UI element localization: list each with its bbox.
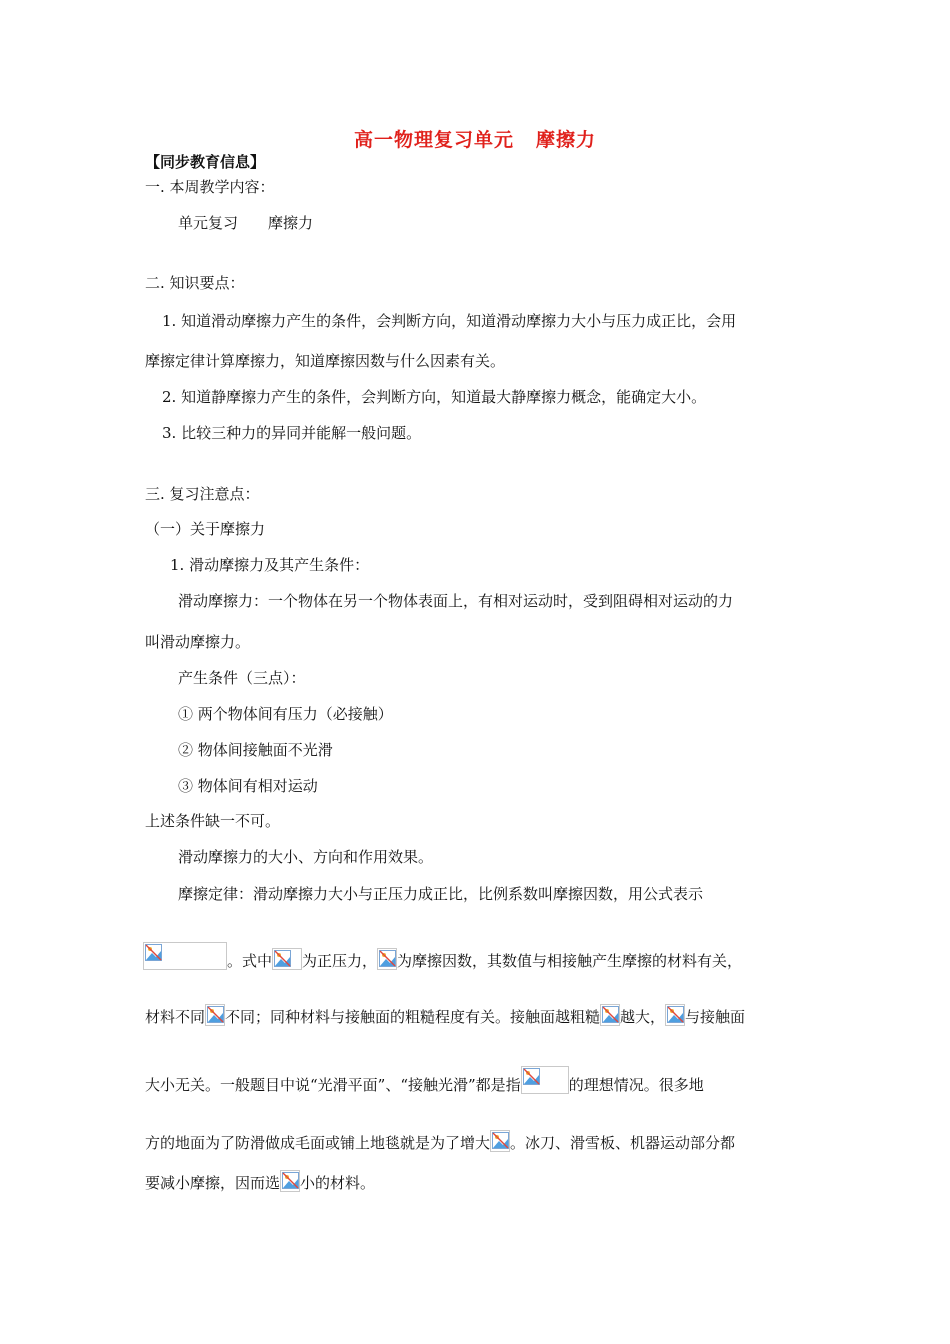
- knowledge-point-1b: 摩擦定律计算摩擦力，知道摩擦因数与什么因素有关。: [145, 352, 506, 370]
- conditions-note: 上述条件缺一不可。: [145, 812, 281, 830]
- knowledge-point-2: 2. 知道静摩擦力产生的条件，会判断方向，知道最大静摩擦力概念，能确定大小。: [162, 388, 707, 406]
- broken-image-icon: [274, 950, 291, 967]
- formula-line-1: 。式中 为正压力， 为摩擦因数，其数值与相接触产生摩擦的材料有关，: [143, 942, 742, 972]
- coefficient-symbol: [205, 1004, 225, 1026]
- friction-law-line: 摩擦定律：滑动摩擦力大小与正压力成正比，比例系数叫摩擦因数，用公式表示: [178, 885, 704, 903]
- broken-image-icon: [602, 1006, 619, 1023]
- formula-line-2: 材料不同 不同；同种材料与接触面的粗糙程度有关。接触面越粗糙 越大， 与接触面: [145, 1004, 745, 1028]
- section-1-content: 单元复习 摩擦力: [178, 214, 314, 232]
- item-1-heading: 1. 滑动摩擦力及其产生条件：: [170, 556, 370, 574]
- condition-3: ③ 物体间有相对运动: [178, 777, 318, 795]
- broken-image-icon: [523, 1068, 540, 1085]
- condition-1: ① 两个物体间有压力（必接触）: [178, 705, 393, 723]
- ideal-condition-image: [521, 1066, 569, 1094]
- coefficient-symbol: [600, 1004, 620, 1026]
- definition-line-a: 滑动摩擦力：一个物体在另一个物体表面上，有相对运动时，受到阻碍相对运动的力: [178, 592, 734, 610]
- subsection-1: （一）关于摩擦力: [145, 520, 266, 538]
- page-title: [0, 125, 950, 152]
- formula-line-5: 要减小摩擦，因而选 小的材料。: [145, 1170, 375, 1194]
- title-main: 高一物理复习单元: [353, 129, 514, 151]
- coefficient-symbol: [665, 1004, 685, 1026]
- title-topic: 摩擦力: [536, 129, 597, 151]
- broken-image-icon: [667, 1006, 684, 1023]
- knowledge-point-3: 3. 比较三种力的异同并能解一般问题。: [162, 424, 422, 442]
- knowledge-point-1a: 1. 知道滑动摩擦力产生的条件，会判断方向，知道滑动摩擦力大小与压力成正比，会用: [162, 312, 737, 330]
- friction-coefficient-symbol: [377, 948, 397, 970]
- section-1-heading: 一. 本周教学内容：: [145, 178, 275, 196]
- formula-line-4: 方的地面为了防滑做成毛面或铺上地毯就是为了增大 。冰刀、滑雪板、机器运动部分都: [145, 1130, 735, 1154]
- broken-image-icon: [492, 1132, 509, 1149]
- broken-image-icon: [207, 1006, 224, 1023]
- broken-image-icon: [282, 1172, 299, 1189]
- broken-image-icon: [145, 944, 162, 961]
- coefficient-symbol: [280, 1170, 300, 1192]
- formula-image: [143, 942, 227, 970]
- normal-force-symbol: [272, 948, 302, 970]
- formula-line-3: 大小无关。一般题目中说“光滑平面”、“接触光滑”都是指 的理想情况。很多地: [145, 1066, 704, 1096]
- section-2-heading: 二. 知识要点：: [145, 274, 245, 292]
- definition-line-b: 叫滑动摩擦力。: [145, 633, 251, 651]
- coefficient-symbol: [490, 1130, 510, 1152]
- section-3-heading: 三. 复习注意点：: [145, 485, 260, 503]
- conditions-heading: 产生条件（三点）：: [178, 669, 306, 687]
- section-tag: 【同步教育信息】: [145, 153, 266, 171]
- size-direction-line: 滑动摩擦力的大小、方向和作用效果。: [178, 848, 434, 866]
- broken-image-icon: [379, 950, 396, 967]
- condition-2: ② 物体间接触面不光滑: [178, 741, 333, 759]
